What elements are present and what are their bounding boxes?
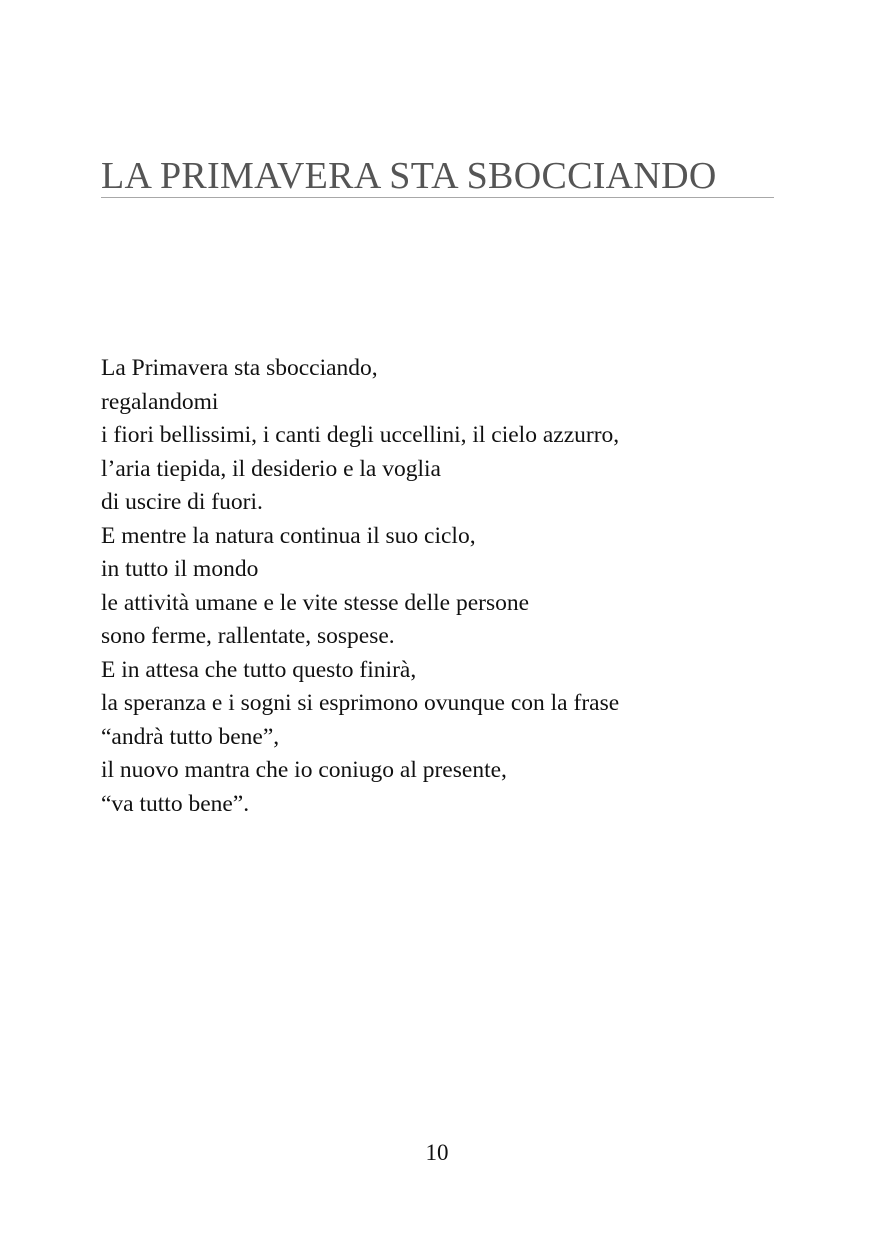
poem-line: le attività umane e le vite stesse delle persone (101, 589, 530, 616)
poem-line: di uscire di fuori. (101, 489, 263, 515)
poem-body (101, 352, 801, 821)
poem-line: regalandomi (101, 388, 219, 415)
poem-line: E in attesa che tutto questo finirà, (101, 656, 417, 683)
poem-line: sono ferme, rallentate, sospese. (101, 623, 395, 649)
poem-line: La Primavera sta sbocciando, (101, 355, 378, 381)
poem-line: il nuovo mantra che io coniugo al presente, (101, 757, 507, 783)
poem-line: “andrà tutto bene”, (101, 723, 280, 750)
poem-title: LA PRIMAVERA STA SBOCCIANDO (101, 155, 717, 197)
poem-line: l’aria tiepida, il desiderio e la voglia (101, 455, 441, 482)
title-underline-rule (101, 197, 774, 198)
poem-line: la speranza e i sogni si esprimono ovunque con la frase (101, 690, 620, 716)
page-number: 10 (425, 1140, 449, 1165)
poem-line: “va tutto bene”. (101, 790, 250, 817)
poem-line: in tutto il mondo (101, 556, 259, 582)
poem-line: i fiori bellissimi, i canti degli uccellini, il cielo azzurro, (101, 422, 620, 448)
poem-line: E mentre la natura continua il suo ciclo, (101, 522, 476, 549)
